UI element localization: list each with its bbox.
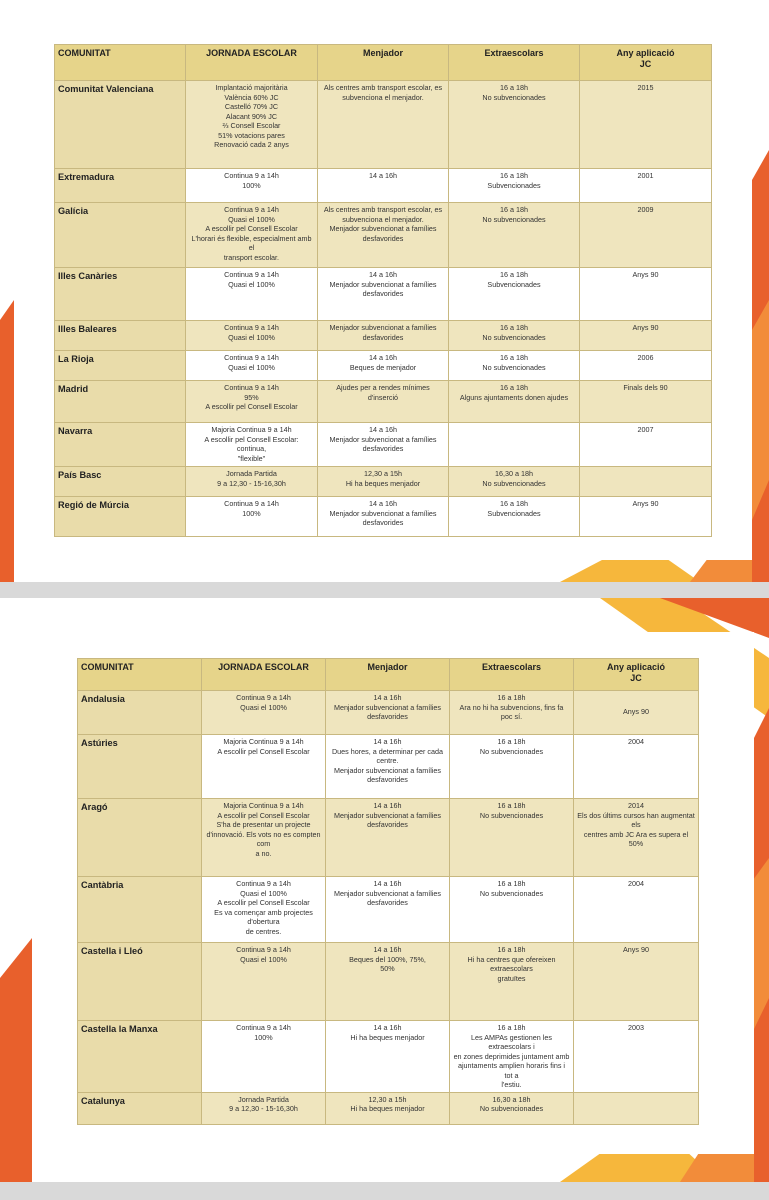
cell-jornada: Continua 9 a 14h Quasi el 100% [186,321,318,351]
cell-comunitat: Galícia [55,203,186,268]
cell-extraescolars: 16 a 18h Subvencionades [449,169,580,203]
cell-menjador: 14 a 16h Menjador subvencionat a famílies desfavorides [318,497,449,537]
cell-comunitat: Astúries [78,735,202,799]
cell-comunitat: Cantàbria [78,877,202,943]
cell-menjador: 14 a 16h Menjador subvencionat a famílies desfavorides [326,799,450,877]
table-row [78,877,699,943]
cell-extraescolars: 16 a 18h No subvencionades [450,877,574,943]
cell-menjador: 14 a 16h Beques del 100%, 75%, 50% [326,943,450,1021]
cell-any: 2003 [574,1021,699,1093]
header-menjador: Menjador [318,45,449,81]
cell-extraescolars: 16 a 18h No subvencionades [449,321,580,351]
table-row [78,1092,699,1124]
cell-menjador: Als centres amb transport escolar, es subvenciona el menjador. Menjador subvencionat a famílies desfavorides [318,203,449,268]
cell-jornada: Jornada Partida 9 a 12,30 - 15-16,30h [202,1092,326,1124]
cell-comunitat: Castella i Lleó [78,943,202,1021]
cell-jornada: Majoria Continua 9 a 14h A escollir pel Consell Escolar: continua, "flexible" [186,423,318,467]
cell-menjador: 14 a 16h Hi ha beques menjador [326,1021,450,1093]
cell-any: 2014 Els dos últims cursos han augmentat els centres amb JC Ara es supera el 50% [574,799,699,877]
cell-comunitat: Madrid [55,381,186,423]
cell-jornada: Continua 9 a 14h 100% [186,497,318,537]
cell-extraescolars: 16 a 18h No subvencionades [450,799,574,877]
cell-comunitat: Navarra [55,423,186,467]
cell-extraescolars: 16 a 18h No subvencionades [449,351,580,381]
cell-any: 2015 [580,81,712,169]
slide-1-table [54,44,712,537]
table-row [55,351,712,381]
cell-any: Finals dels 90 [580,381,712,423]
cell-jornada: Majoria Continua 9 a 14h A escollir pel Consell Escolar S'ha de presentar un projecte d'innovació. Els vots no es compten com a no. [202,799,326,877]
cell-extraescolars: 16,30 a 18h No subvencionades [449,467,580,497]
cell-jornada: Continua 9 a 14h Quasi el 100% [202,691,326,735]
table-row [78,735,699,799]
header-menjador: Menjador [326,659,450,691]
cell-comunitat: Illes Canàries [55,268,186,321]
cell-jornada: Continua 9 a 14h Quasi el 100% A escollir pel Consell Escolar Es va començar amb projectes d'obertura de centres. [202,877,326,943]
table-row [78,1021,699,1093]
cell-menjador: Ajudes per a rendes mínimes d'inserció [318,381,449,423]
cell-any: Anys 90 [580,268,712,321]
cell-any: Anys 90 [580,321,712,351]
cell-extraescolars: 16,30 a 18h No subvencionades [450,1092,574,1124]
table-row [55,321,712,351]
cell-extraescolars: 16 a 18h Les AMPAs gestionen les extraescolars i en zones deprimides juntament amb ajuntaments amplien horaris fins i tot a l'estiu. [450,1021,574,1093]
table-row [78,691,699,735]
header-extraescolars: Extraescolars [450,659,574,691]
cell-extraescolars: 16 a 18h No subvencionades [449,203,580,268]
cell-any: 2006 [580,351,712,381]
cell-menjador: 14 a 16h Beques de menjador [318,351,449,381]
cell-comunitat: Andalusia [78,691,202,735]
table-row [78,799,699,877]
cell-any: Anys 90 [580,497,712,537]
cell-extraescolars: 16 a 18h Subvencionades [449,497,580,537]
cell-any: 2001 [580,169,712,203]
cell-menjador: 12,30 a 15h Hi ha beques menjador [326,1092,450,1124]
cell-menjador: 14 a 16h Menjador subvencionat a famílies desfavorides [326,691,450,735]
table-row [55,81,712,169]
table-row [55,169,712,203]
cell-jornada: Continua 9 a 14h 95% A escollir pel Consell Escolar [186,381,318,423]
cell-comunitat: Illes Baleares [55,321,186,351]
table-row [78,943,699,1021]
cell-menjador: 14 a 16h Menjador subvencionat a famílies desfavorides [326,877,450,943]
table-row [55,381,712,423]
cell-jornada: Implantació majoritària València 60% JC Castelló 70% JC Alacant 90% JC ⅔ Consell Escolar 51% votacions pares Renovació cada 2 anys [186,81,318,169]
table-row [55,423,712,467]
cell-comunitat: Catalunya [78,1092,202,1124]
table-row [55,268,712,321]
cell-menjador: 14 a 16h Menjador subvencionat a famílies desfavorides [318,268,449,321]
header-comunitat: COMUNITAT [55,45,186,81]
header-comunitat: COMUNITAT [78,659,202,691]
header-extraescolars: Extraescolars [449,45,580,81]
cell-extraescolars: 16 a 18h No subvencionades [449,81,580,169]
table-row [55,203,712,268]
cell-jornada: Continua 9 a 14h 100% [202,1021,326,1093]
cell-any: Anys 90 [574,943,699,1021]
cell-menjador: 12,30 a 15h Hi ha beques menjador [318,467,449,497]
cell-comunitat: Comunitat Valenciana [55,81,186,169]
header-any-aplicacio: Any aplicació JC [580,45,712,81]
cell-any: 2009 [580,203,712,268]
cell-comunitat: Aragó [78,799,202,877]
cell-extraescolars: 16 a 18h Alguns ajuntaments donen ajudes [449,381,580,423]
cell-menjador: Menjador subvencionat a famílies desfavorides [318,321,449,351]
cell-any: Anys 90 [574,691,699,735]
cell-comunitat: Castella la Manxa [78,1021,202,1093]
cell-jornada: Continua 9 a 14h Quasi el 100% A escollir pel Consell Escolar L'horari és flexible, especialment amb el transport escolar. [186,203,318,268]
table-row [55,497,712,537]
cell-jornada: Jornada Partida 9 a 12,30 - 15-16,30h [186,467,318,497]
cell-any: 2004 [574,877,699,943]
cell-jornada: Majoria Continua 9 a 14h A escollir pel Consell Escolar [202,735,326,799]
cell-comunitat: Extremadura [55,169,186,203]
slide-1 [0,0,769,582]
cell-menjador: Als centres amb transport escolar, es subvenciona el menjador. [318,81,449,169]
table-header-row [55,45,712,81]
cell-extraescolars [449,423,580,467]
header-jornada: JORNADA ESCOLAR [186,45,318,81]
cell-menjador: 14 a 16h Dues hores, a determinar per cada centre. Menjador subvencionat a famílies desfavorides [326,735,450,799]
cell-any [580,467,712,497]
cell-menjador: 14 a 16h [318,169,449,203]
cell-comunitat: País Basc [55,467,186,497]
cell-any: 2007 [580,423,712,467]
cell-jornada: Continua 9 a 14h 100% [186,169,318,203]
cell-extraescolars: 16 a 18h Hi ha centres que ofereixen extraescolars gratuïtes [450,943,574,1021]
cell-extraescolars: 16 a 18h Ara no hi ha subvencions, fins fa poc sí. [450,691,574,735]
cell-any: 2004 [574,735,699,799]
cell-comunitat: Regió de Múrcia [55,497,186,537]
cell-extraescolars: 16 a 18h Subvencionades [449,268,580,321]
table-header-row [78,659,699,691]
slide-2-table [77,658,699,1125]
header-any-aplicacio: Any aplicació JC [574,659,699,691]
cell-jornada: Continua 9 a 14h Quasi el 100% [202,943,326,1021]
cell-jornada: Continua 9 a 14h Quasi el 100% [186,351,318,381]
slide-2 [0,598,769,1182]
table-row [55,467,712,497]
cell-extraescolars: 16 a 18h No subvencionades [450,735,574,799]
cell-any [574,1092,699,1124]
cell-jornada: Continua 9 a 14h Quasi el 100% [186,268,318,321]
cell-comunitat: La Rioja [55,351,186,381]
cell-menjador: 14 a 16h Menjador subvencionat a famílies desfavorides [318,423,449,467]
header-jornada: JORNADA ESCOLAR [202,659,326,691]
